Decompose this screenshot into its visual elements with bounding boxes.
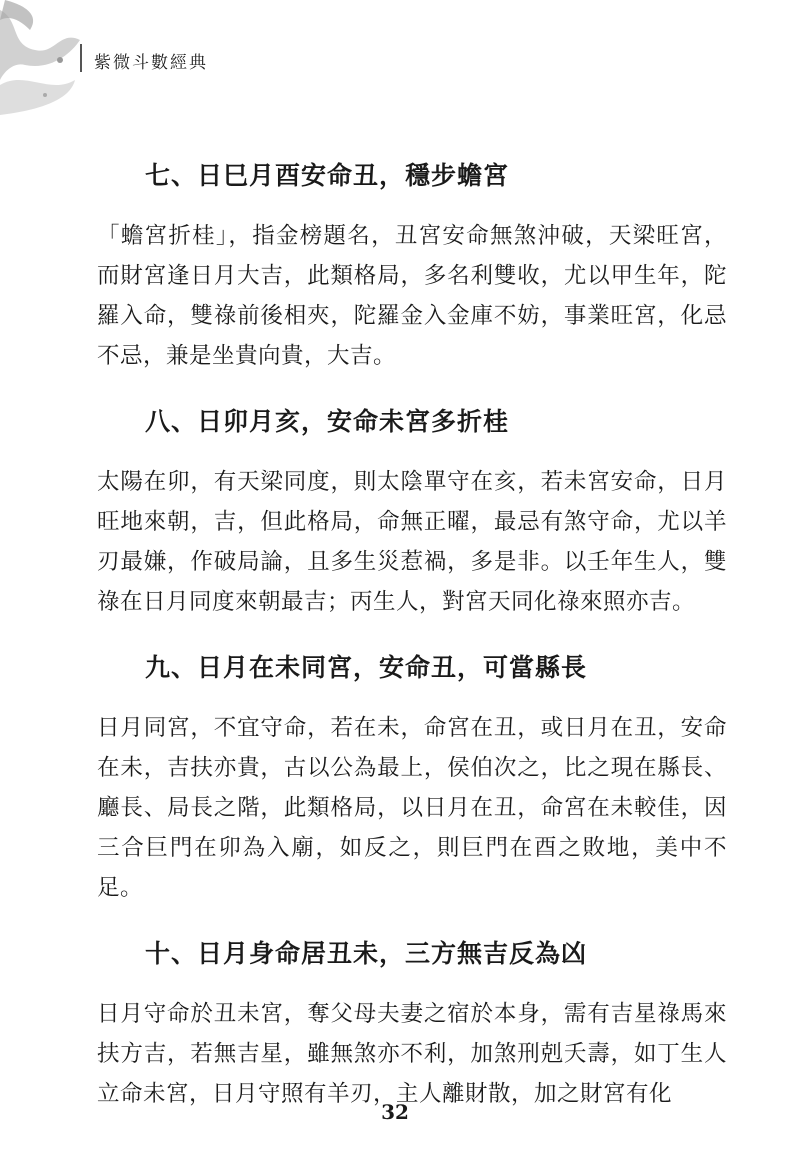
section-heading: 十、日月身命居丑未，三方無吉反為凶 xyxy=(145,939,588,968)
section-8 xyxy=(0,396,790,642)
header-divider xyxy=(80,44,82,72)
section-paragraph: 太陽在卯，有天梁同度，則太陰單守在亥，若未宮安命，日月旺地來朝，吉，但此格局，命無正曜，最忌有煞守命，尤以羊刃最嫌，作破局論，且多生災惹禍，多是非。以壬年生人，雙祿在日月同度來朝最吉；丙生人，對宮天同化祿來照亦吉。 xyxy=(97,469,727,615)
section-paragraph: 「蟾宮折桂」，指金榜題名，丑宮安命無煞沖破，天梁旺宮，而財宮逢日月大吉，此類格局，多名利雙收，尤以甲生年，陀羅入命，雙祿前後相夾，陀羅金入金庫不妨，事業旺宮，化忌不忌，兼是坐貴向貴，大吉。 xyxy=(97,223,727,369)
section-10 xyxy=(0,928,790,1114)
section-7 xyxy=(0,150,790,396)
page-number: 32 xyxy=(381,1100,409,1124)
section-paragraph: 日月同宮，不宜守命，若在未，命宮在丑，或日月在丑，安命在未，吉扶亦貴，古以公為最上，侯伯次之，比之現在縣長、廳長、局長之階，此類格局，以日月在丑，命宮在未較佳，因三合巨門在卯為入廟，如反之，則巨門在酉之敗地，美中不足。 xyxy=(97,715,727,901)
page-body xyxy=(0,150,790,1114)
section-paragraph: 日月守命於丑未宮，奪父母夫妻之宿於本身，需有吉星祿馬來扶方吉，若無吉星，雖無煞亦不利，加煞刑剋夭壽，如丁生人立命未宮，日月守照有羊刃，主人離財散，加之財宮有化 xyxy=(97,1001,727,1107)
section-heading: 七、日巳月酉安命丑，穩步蟾宮 xyxy=(145,161,510,190)
section-heading: 九、日月在未同宮，安命丑，可當縣長 xyxy=(145,653,588,682)
section-9 xyxy=(0,642,790,928)
section-heading: 八、日卯月亥，安命未宮多折桂 xyxy=(145,407,510,436)
running-header-title: 紫微斗數經典 xyxy=(94,53,208,73)
